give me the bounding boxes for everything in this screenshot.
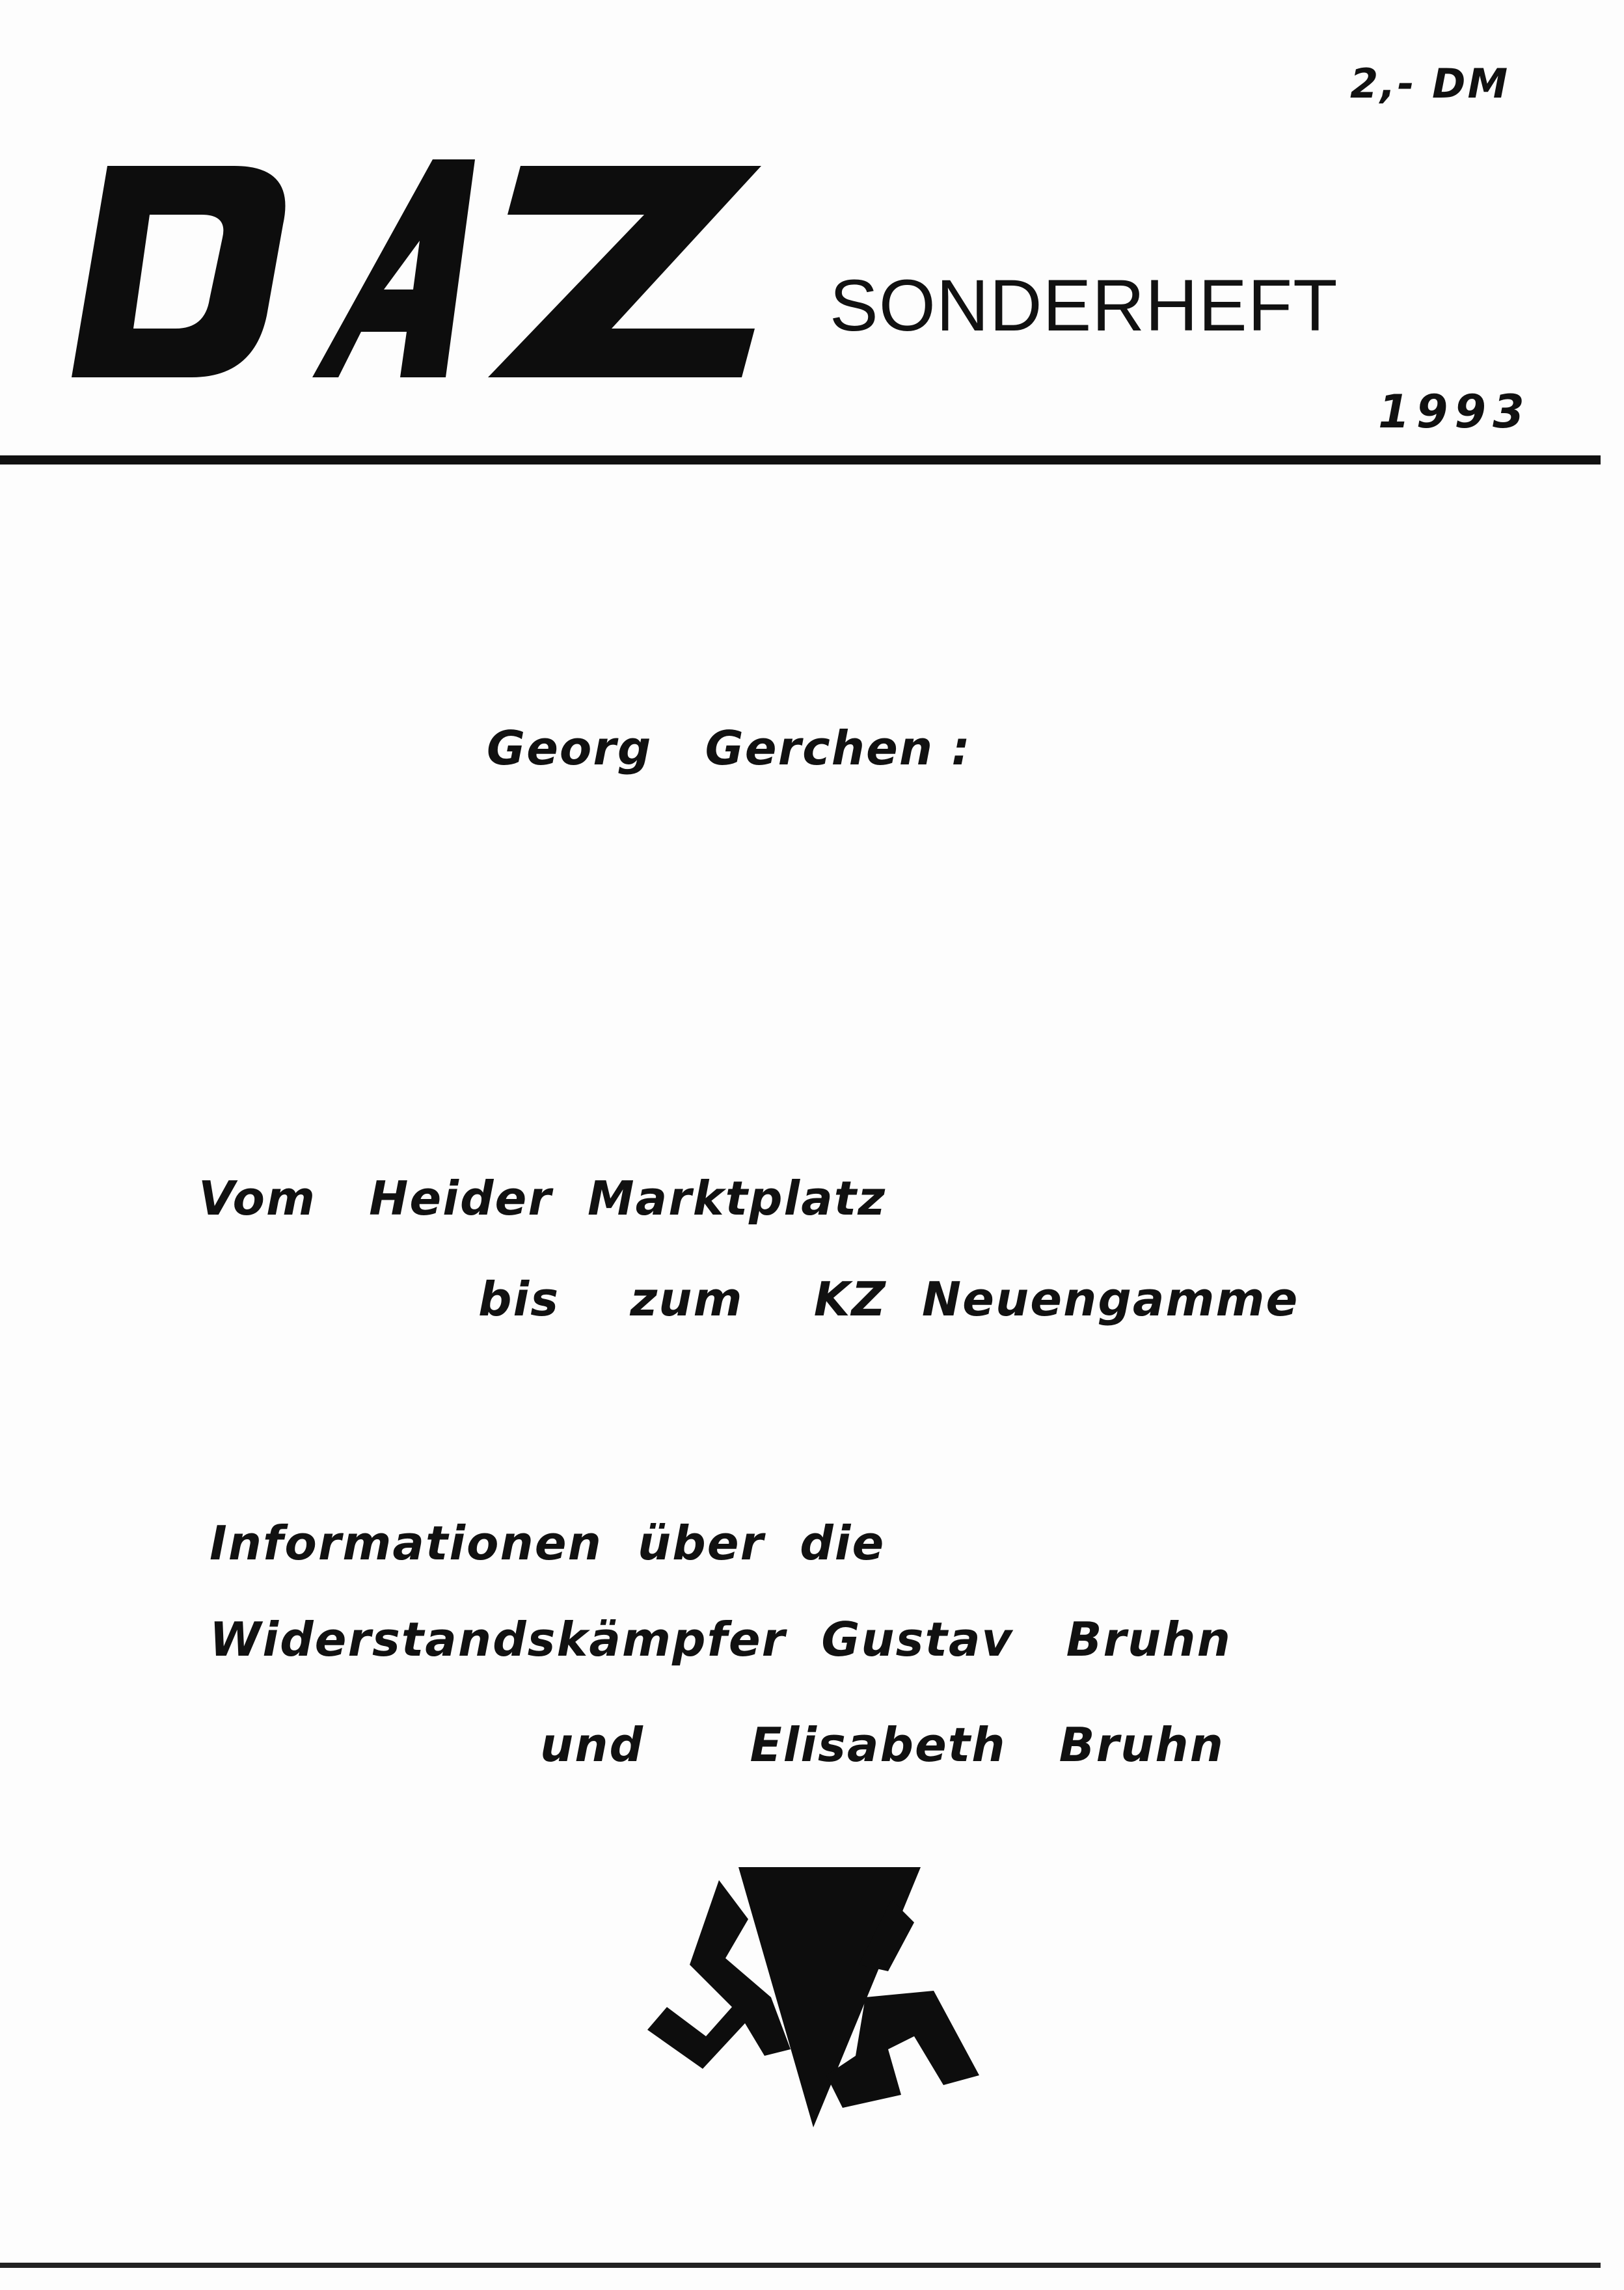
header-rule [0, 455, 1601, 465]
issue-subtitle: SONDERHEFT [830, 265, 1338, 346]
title-line-1: Vom Heider Marktplatz [198, 1171, 887, 1226]
price-label: 2,- DM [1350, 60, 1510, 107]
author-line: Georg Gerchen : [487, 721, 971, 775]
issue-year: 1993 [1378, 385, 1531, 438]
logo-letter-a [312, 159, 475, 377]
info-line-3: und Elisabeth Bruhn [540, 1717, 1225, 1772]
info-line-2: Widerstandskämpfer Gustav Bruhn [210, 1612, 1232, 1667]
broken-swastika-triangle-icon [641, 1861, 979, 2134]
daz-logo [72, 153, 794, 394]
logo-letter-d [72, 166, 285, 377]
title-line-2: bis zum KZ Neuengamme [478, 1272, 1299, 1327]
info-line-1: Informationen über die [210, 1516, 886, 1570]
logo-letter-z [488, 166, 761, 377]
bottom-edge-rule [0, 2263, 1601, 2268]
